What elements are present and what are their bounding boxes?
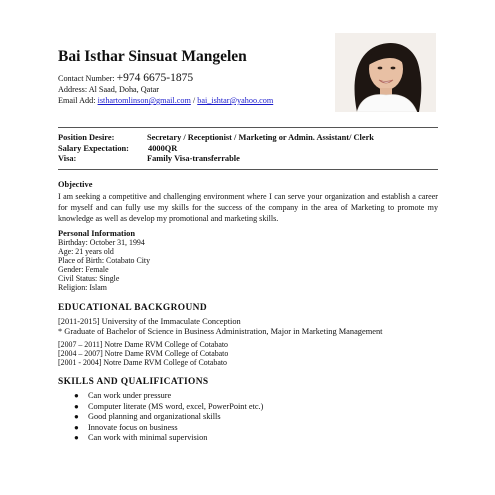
applicant-name: Bai Isthar Sinsuat Mangelen: [58, 48, 247, 65]
visa-row: [58, 154, 438, 165]
personal-info-list: [58, 239, 150, 292]
bullet-icon: ●: [74, 422, 79, 432]
civil-status-line: Civil Status: Single: [58, 273, 120, 283]
skill-item: [74, 412, 263, 423]
contact-number-line: [58, 73, 273, 84]
skill-item: [74, 402, 263, 413]
age-line: Age: 21 years old: [58, 246, 114, 256]
address-line: Address: Al Saad, Doha, Qatar: [58, 85, 159, 94]
school-line: [2007 – 2011] Notre Dame RVM College of Cotabato: [58, 340, 229, 349]
skills-heading: SKILLS AND QUALIFICATIONS: [58, 377, 209, 387]
skill-item: [74, 433, 263, 444]
email-separator: /: [192, 96, 196, 105]
salary-row: [58, 144, 438, 155]
school-line: [2004 – 2007] Notre Dame RVM College of Cotabato: [58, 348, 229, 358]
skill-text: Can work under pressure: [88, 391, 172, 400]
skill-item: [74, 391, 263, 402]
education-heading: EDUCATIONAL BACKGROUND: [58, 303, 208, 313]
salary-label: Salary Expectation:: [58, 143, 129, 153]
objective-heading: Objective: [58, 180, 93, 189]
contact-block: [58, 73, 273, 106]
visa-value: Family Visa-transferrable: [147, 154, 240, 163]
position-label: Position Desire:: [58, 133, 115, 142]
skill-text: Good planning and organizational skills: [88, 412, 221, 422]
college-block: [58, 317, 382, 337]
job-info-block: [58, 133, 438, 165]
email-link-yahoo[interactable]: bai_ishtar@yahoo.com: [197, 96, 274, 105]
skill-item: [74, 423, 263, 434]
position-row: [58, 133, 438, 144]
portrait-image: [335, 33, 436, 112]
skills-list: [74, 391, 263, 444]
email-link-gmail[interactable]: isthartomlinson@gmail.com: [97, 96, 191, 105]
divider-bottom: [58, 169, 438, 170]
bullet-icon: ●: [74, 401, 79, 411]
skill-text: Can work with minimal supervision: [88, 433, 208, 443]
salary-value: 4000QR: [148, 143, 178, 153]
divider-top: [58, 127, 438, 128]
religion-line: Religion: Islam: [58, 282, 107, 292]
schools-block: [58, 341, 228, 368]
email-label: Email Add:: [58, 96, 96, 105]
applicant-photo: [335, 33, 436, 112]
position-value: Secretary / Receptionist / Marketing or Admin. Assistant/ Clerk: [147, 133, 374, 142]
bullet-icon: ●: [74, 412, 79, 422]
objective-text: I am seeking a competitive and challenging environment where I can serve your organization and establish a career for myself and can fully use my skills for the success of the company in the area of Marketing to promote my knowledge as well as develop my promotional and marketing skills.: [58, 192, 438, 223]
college-line: [2011-2015] University of the Immaculate Conception: [58, 317, 241, 326]
gender-line: Gender: Female: [58, 264, 109, 274]
skill-text: Innovate focus on business: [88, 422, 178, 432]
personal-info-heading: Personal Information: [58, 229, 135, 238]
school-line: [2001 - 2004] Notre Dame RVM College of Cotabato: [58, 357, 227, 367]
bullet-icon: ●: [74, 433, 79, 443]
contact-number-value: +974 6675-1875: [116, 72, 194, 84]
visa-label: Visa:: [58, 154, 77, 163]
bullet-icon: ●: [74, 391, 79, 400]
birthday-line: Birthday: October 31, 1994: [58, 238, 145, 247]
degree-line: * Graduate of Bachelor of Science in Business Administration, Major in Marketing Management: [58, 327, 383, 336]
email-line: [58, 95, 273, 106]
skill-text: Computer literate (MS word, excel, PowerPoint etc.): [88, 401, 264, 411]
contact-number-label: Contact Number:: [58, 74, 115, 83]
birthplace-line: Place of Birth: Cotabato City: [58, 255, 151, 265]
